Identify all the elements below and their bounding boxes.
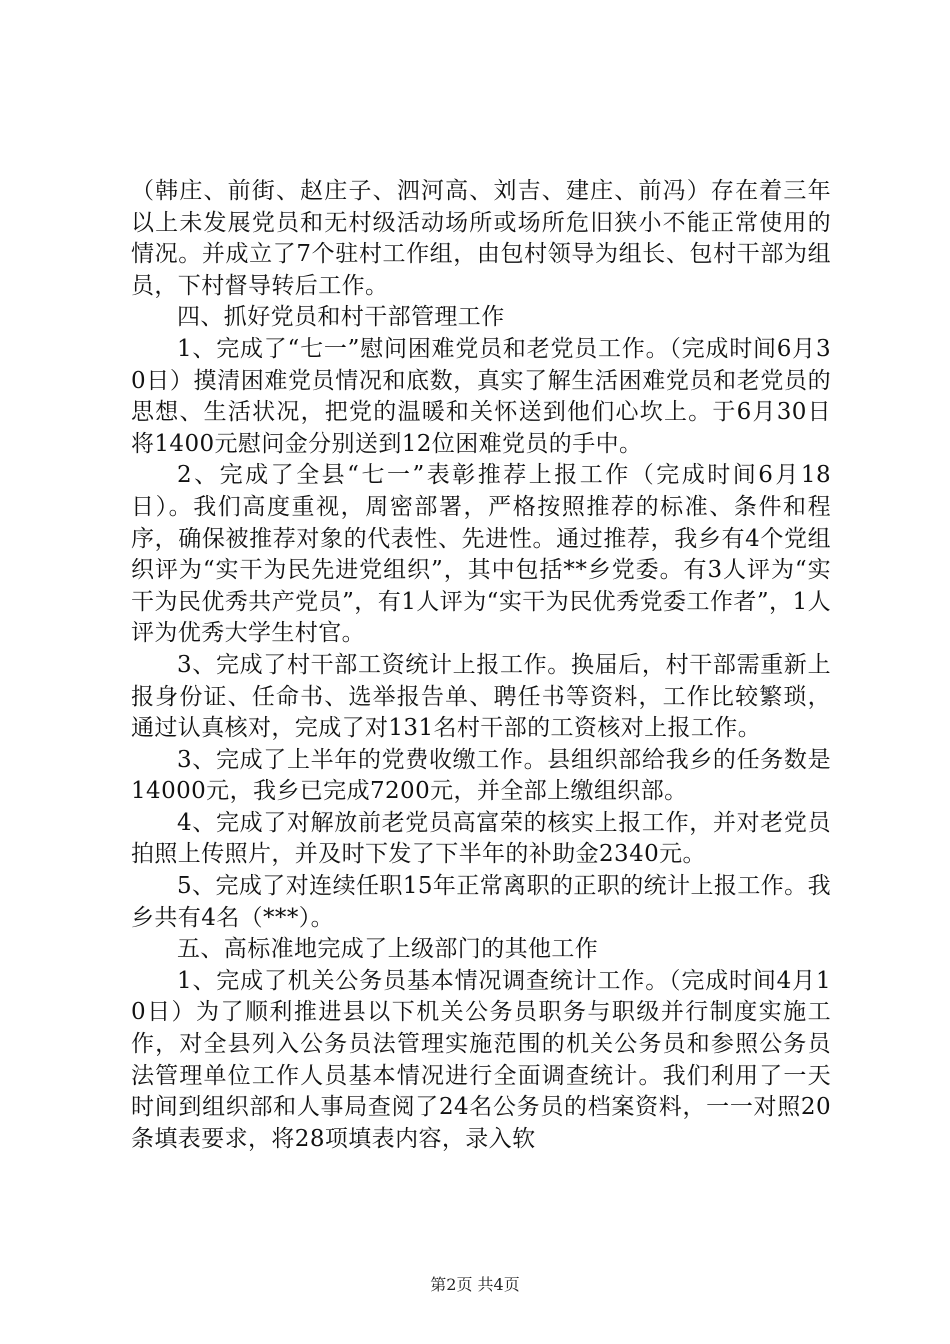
paragraph-1: （韩庄、前街、赵庄子、泗河高、刘吉、建庄、前冯）存在着三年以上未发展党员和无村级活动场所或场所危旧狭小不能正常使用的情况。并成立了7个驻村工作组，由包村领导为组长、包村干部为组员，下村督导转后工作。	[131, 178, 831, 299]
page-footer: 第2页 共4页	[430, 1275, 520, 1294]
paragraph-7: 4、完成了对解放前老党员高富荣的核实上报工作，并对老党员拍照上传照片，并及时下发了下半年的补助金2340元。	[131, 809, 831, 868]
section-heading-5: 五、高标准地完成了上级部门的其他工作	[177, 936, 599, 963]
paragraph-5: 3、完成了村干部工资统计上报工作。换届后，村干部需重新上报身份证、任命书、选举报告单、聘任书等资料，工作比较繁琐，通过认真核对，完成了对131名村干部的工资核对上报工作。	[131, 651, 831, 742]
section-heading-4: 四、抓好党员和村干部管理工作	[177, 304, 505, 331]
document-body	[131, 176, 831, 1155]
paragraph-3: 1、完成了“七一”慰问困难党员和老党员工作。（完成时间6月30日）摸清困难党员情况和底数，真实了解生活困难党员和老党员的思想、生活状况，把党的温暖和关怀送到他们心坎上。于6月30日将1400元慰问金分别送到12位困难党员的手中。	[131, 335, 831, 457]
paragraph-10: 1、完成了机关公务员基本情况调查统计工作。（完成时间4月10日）为了顺利推进县以下机关公务员职务与职级并行制度实施工作，对全县列入公务员法管理实施范围的机关公务员和参照公务员法管理单位工作人员基本情况进行全面调查统计。我们利用了一天时间到组织部和人事局查阅了24名公务员的档案资料，一一对照20条填表要求，将28项填表内容，录入软	[131, 967, 831, 1152]
paragraph-6: 3、完成了上半年的党费收缴工作。县组织部给我乡的任务数是14000元，我乡已完成7200元，并全部上缴组织部。	[131, 746, 831, 805]
paragraph-8: 5、完成了对连续任职15年正常离职的正职的统计上报工作。我乡共有4名（***）。	[131, 873, 831, 931]
paragraph-4: 2、完成了全县“七一”表彰推荐上报工作（完成时间6月18日）。我们高度重视，周密部署，严格按照推荐的标准、条件和程序，确保被推荐对象的代表性、先进性。通过推荐，我乡有4个党组织评为“实干为民先进党组织”，其中包括**乡党委。有3人评为“实干为民优秀共产党员”，有1人评为“实干为民优秀党委工作者”，1人评为优秀大学生村官。	[131, 462, 831, 647]
